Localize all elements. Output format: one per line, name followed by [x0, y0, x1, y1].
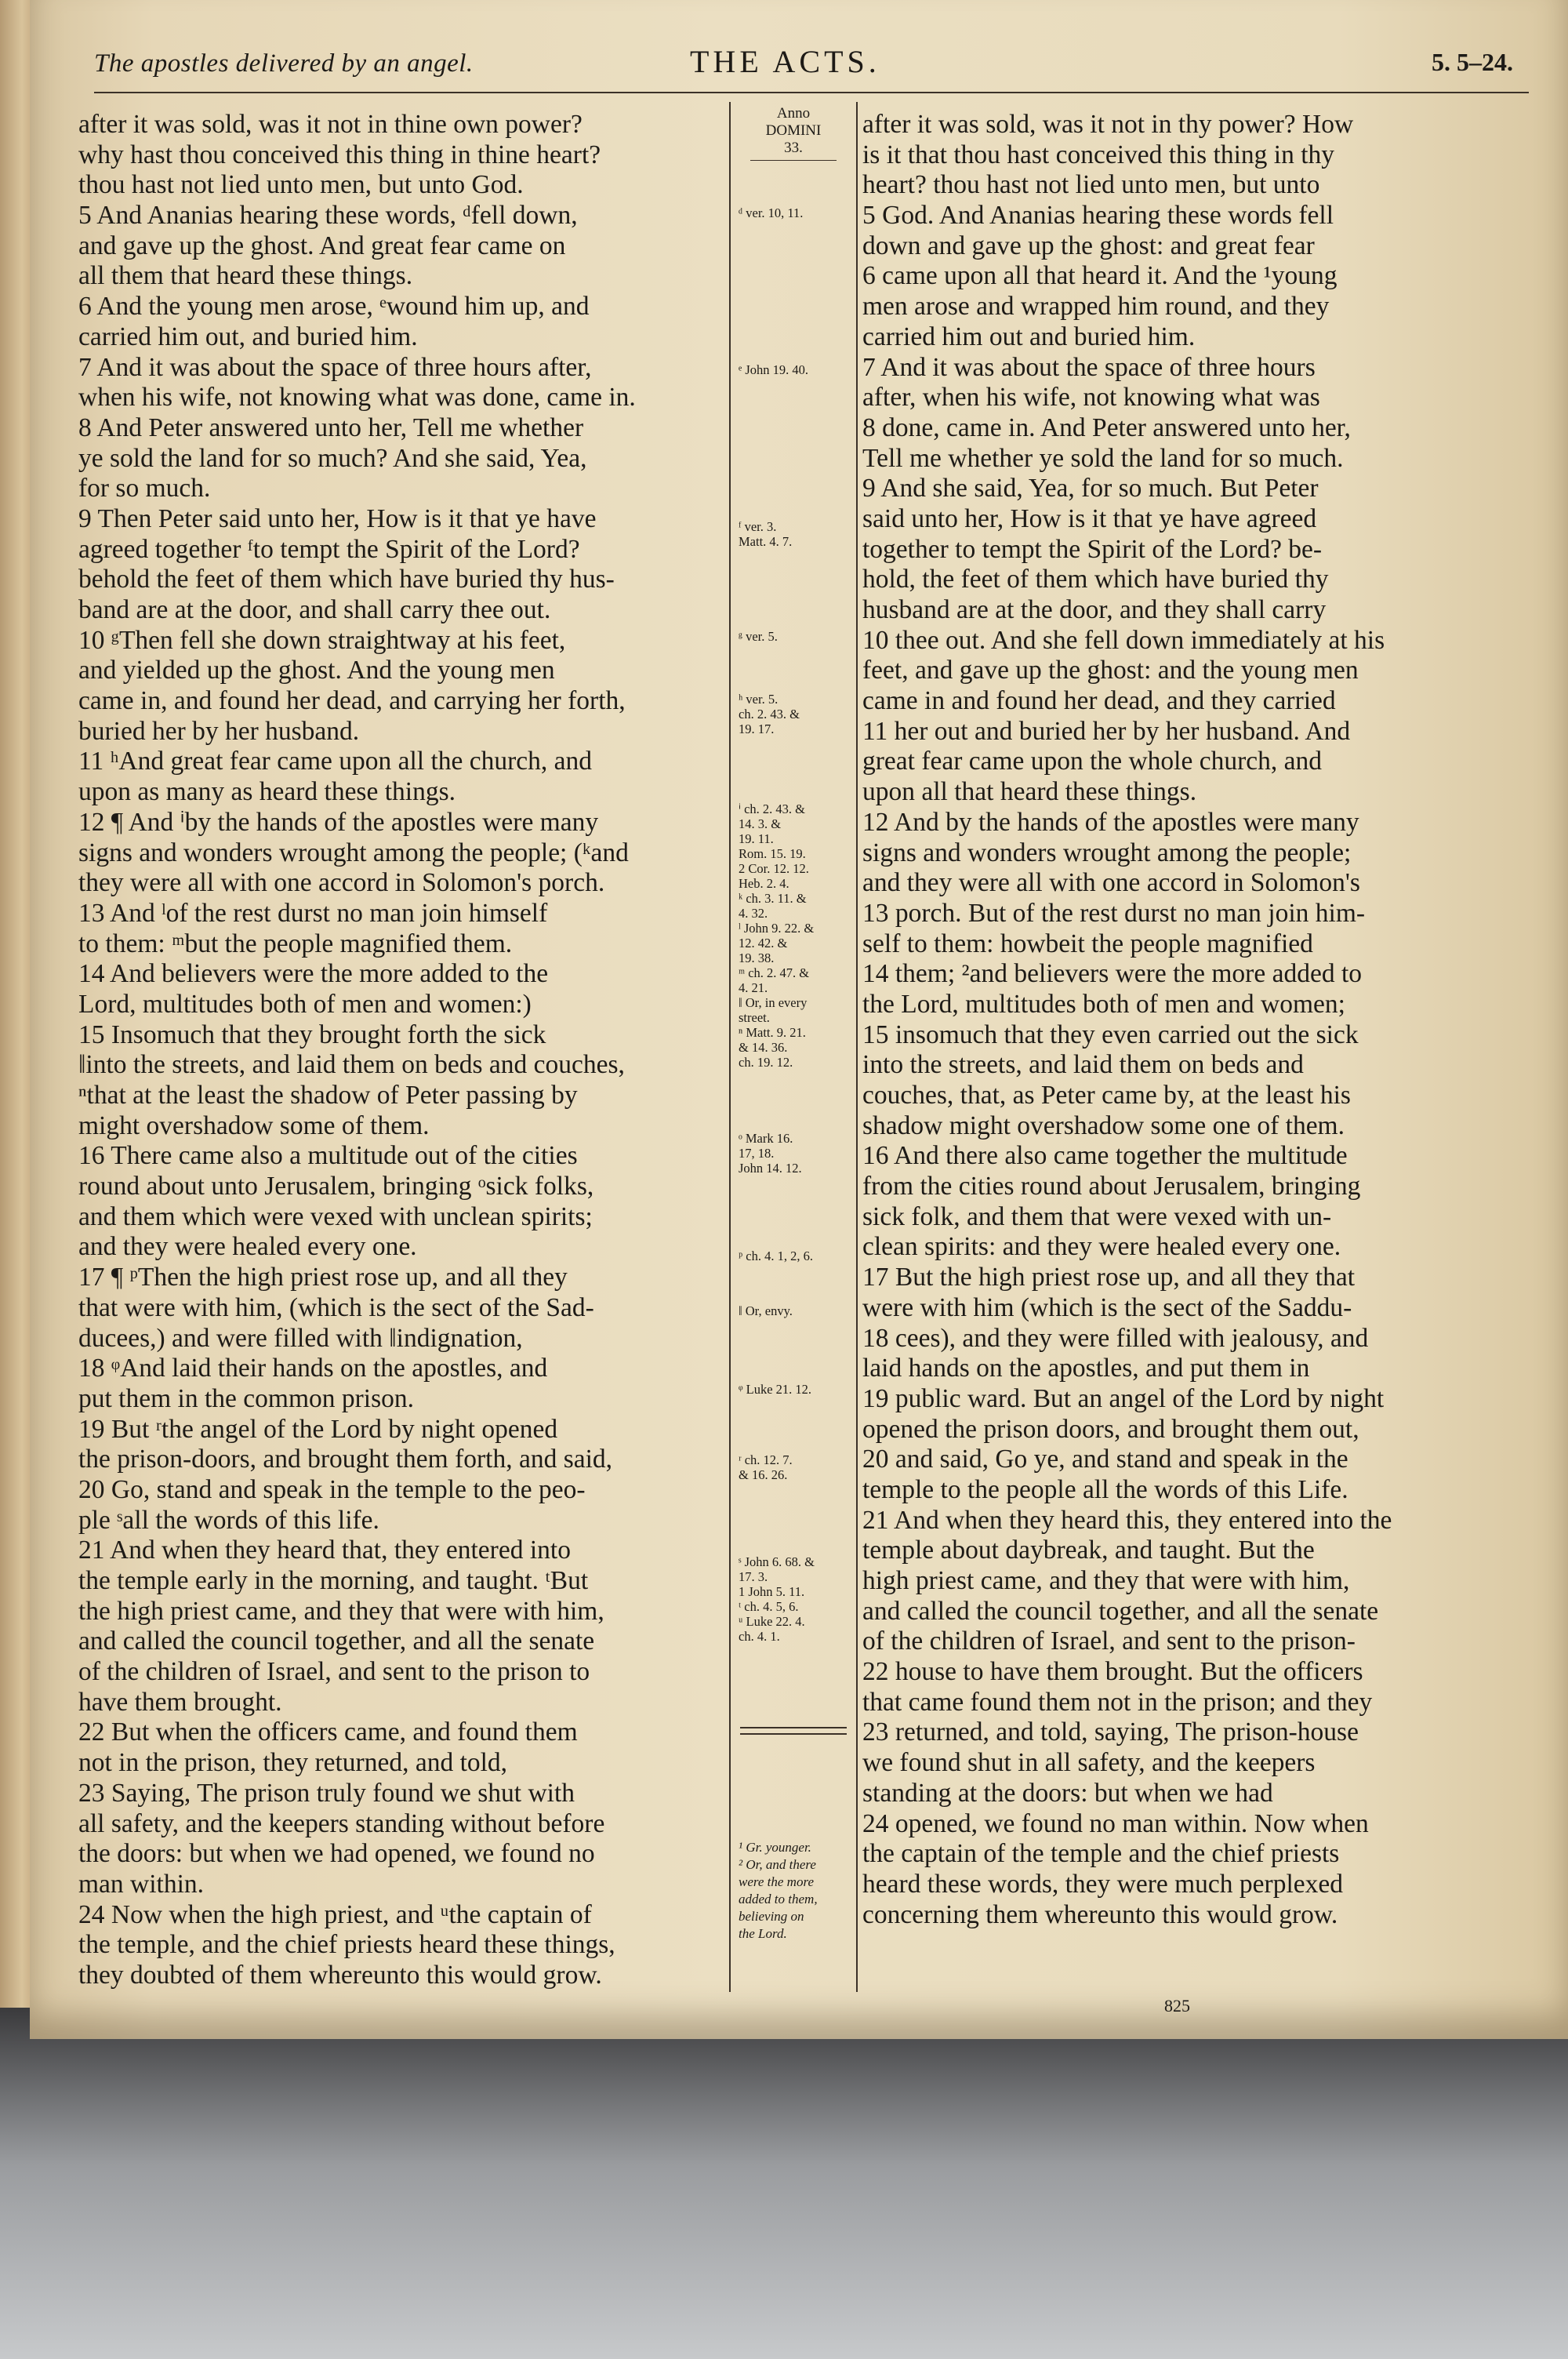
text-line: were with him (which is the sect of the Saddu- — [862, 1292, 1352, 1322]
text-line: and they were all with one accord in Solomon's — [862, 868, 1360, 898]
text-line: they were all with one accord in Solomon's porch. — [78, 868, 605, 898]
cross-reference — [739, 1382, 852, 1397]
text-line: 18 ᵠAnd laid their hands on the apostles, and — [78, 1354, 548, 1383]
text-line: heart? thou hast not lied unto men, but unto — [862, 170, 1320, 200]
cross-reference — [739, 362, 852, 377]
text-line: sick folk, and them that were vexed with un- — [862, 1201, 1332, 1231]
facing-page-edge — [0, 0, 31, 2008]
text-line: and them which were vexed with unclean spirits; — [78, 1201, 593, 1231]
text-line: 20 and said, Go ye, and stand and speak in the — [862, 1445, 1348, 1474]
text-line: 6 And the young men arose, ᵉwound him up, and — [78, 292, 590, 322]
revised-footnotes — [739, 1839, 852, 1943]
text-line: after it was sold, was it not in thy power? How — [862, 110, 1354, 139]
text-line: 18 cees), and they were filled with jealousy, and — [862, 1323, 1369, 1353]
cross-reference — [739, 1554, 852, 1644]
cross-reference — [739, 519, 852, 549]
footnote-line: ¹ Gr. younger. — [739, 1840, 811, 1855]
text-line: 10 thee out. And she fell down immediately at his — [862, 625, 1385, 655]
text-line: ⁿthat at the least the shadow of Peter passing by — [78, 1081, 578, 1110]
text-line: 7 And it was about the space of three hours — [862, 352, 1316, 382]
reference-line: 4. 21. — [739, 980, 768, 995]
text-line: 24 Now when the high priest, and ᵘthe captain of — [78, 1899, 592, 1929]
reference-line: Matt. 4. 7. — [739, 534, 793, 549]
text-line: ‖into the streets, and laid them on beds and couches, — [78, 1050, 625, 1080]
text-line: couches, that, as Peter came by, at the least his — [862, 1081, 1351, 1110]
text-line: of the children of Israel, and sent to the prison to — [78, 1657, 590, 1687]
text-line: 7 And it was about the space of three hours after, — [78, 352, 592, 382]
text-line: after it was sold, was it not in thine own power? — [78, 110, 583, 139]
reference-line: ʰ ver. 5. — [739, 692, 779, 707]
text-line: ye sold the land for so much? And she said, Yea, — [78, 443, 587, 473]
text-line: to them: ᵐbut the people magnified them. — [78, 929, 513, 958]
text-line: into the streets, and laid them on beds and — [862, 1050, 1304, 1080]
cross-reference — [739, 1249, 852, 1263]
footnote-line: the Lord. — [739, 1926, 787, 1941]
text-line: opened the prison doors, and brought them out, — [862, 1414, 1359, 1444]
text-line: 19 public ward. But an angel of the Lord by night — [862, 1383, 1385, 1413]
page-header — [94, 43, 1529, 90]
reference-line: John 14. 12. — [739, 1161, 802, 1176]
text-line: signs and wonders wrought among the people; — [862, 838, 1352, 867]
reference-line: Heb. 2. 4. — [739, 876, 789, 891]
text-line: 20 Go, stand and speak in the temple to the peo- — [78, 1474, 586, 1504]
anno-divider — [750, 160, 837, 161]
cross-reference — [739, 205, 852, 220]
text-line: band are at the door, and shall carry thee out. — [78, 595, 551, 624]
text-line: might overshadow some of them. — [78, 1110, 430, 1140]
text-line: 11 ʰAnd great fear came upon all the church, and — [78, 747, 593, 776]
text-line: they doubted of them whereunto this would grow. — [78, 1960, 602, 1990]
reference-line: ˢ John 6. 68. & — [739, 1554, 815, 1569]
text-line: man within. — [78, 1869, 205, 1899]
text-line: ducees,) and were filled with ‖indignation, — [78, 1323, 523, 1353]
text-line: the doors: but when we had opened, we found no — [78, 1839, 595, 1869]
text-line: when his wife, not knowing what was done, came in. — [78, 383, 636, 413]
reference-line: 19. 11. — [739, 831, 774, 846]
text-line: 12 And by the hands of the apostles were many — [862, 807, 1359, 837]
text-line: we found shut in all safety, and the keepers — [862, 1748, 1316, 1778]
text-line: 21 And when they heard that, they entered into — [78, 1536, 571, 1565]
text-line: 23 returned, and told, saying, The prison-house — [862, 1717, 1359, 1747]
text-line: 15 insomuch that they even carried out the sick — [862, 1020, 1359, 1049]
text-line: 6 came upon all that heard it. And the ¹young — [862, 261, 1338, 291]
text-line: came in and found her dead, and they carried — [862, 686, 1336, 716]
text-line: why hast thou conceived this thing in thine heart? — [78, 140, 601, 169]
footnote-line: were the more — [739, 1874, 814, 1889]
text-line: 22 But when the officers came, and found them — [78, 1717, 578, 1747]
text-line: the high priest came, and they that were with him, — [78, 1596, 604, 1626]
text-line: 12 ¶ And ⁱby the hands of the apostles were many — [78, 807, 599, 837]
text-line: put them in the common prison. — [78, 1383, 415, 1413]
text-line: of the children of Israel, and sent to the prison- — [862, 1627, 1356, 1656]
reference-line: ᵒ Mark 16. — [739, 1131, 793, 1146]
text-line: thou hast not lied unto men, but unto God. — [78, 170, 524, 200]
text-line: agreed together ᶠto tempt the Spirit of the Lord? — [78, 534, 580, 564]
reference-line: ᵖ ch. 4. 1, 2, 6. — [739, 1249, 813, 1263]
cross-reference — [739, 801, 852, 1070]
text-line: and they were healed every one. — [78, 1232, 417, 1262]
text-line: upon all that heard these things. — [862, 777, 1197, 807]
text-line: together to tempt the Spirit of the Lord? be- — [862, 534, 1323, 564]
anno-line: 33. — [784, 140, 803, 156]
text-line: all them that heard these things. — [78, 261, 413, 291]
reference-line: ᵈ ver. 10, 11. — [739, 205, 804, 220]
text-line: and yielded up the ghost. And the young men — [78, 656, 555, 685]
text-line: upon as many as heard these things. — [78, 777, 456, 807]
text-line: and called the council together, and all the senate — [862, 1596, 1379, 1626]
text-line: great fear came upon the whole church, and — [862, 747, 1322, 776]
page-number: 825 — [1164, 1996, 1190, 2016]
reference-line: ch. 2. 43. & — [739, 707, 800, 722]
text-line: is it that thou hast conceived this thing in thy — [862, 140, 1335, 169]
reference-line: & 14. 36. — [739, 1040, 788, 1055]
text-line: laid hands on the apostles, and put them in — [862, 1354, 1310, 1383]
reference-line: 17, 18. — [739, 1146, 775, 1161]
anno-domini-label — [731, 105, 856, 161]
text-line: for so much. — [78, 474, 211, 503]
reference-line: ‖ Or, envy. — [739, 1303, 793, 1318]
text-line: feet, and gave up the ghost: and the young men — [862, 656, 1359, 685]
text-line: 10 ᵍThen fell she down straightway at his feet, — [78, 625, 566, 655]
text-line: that were with him, (which is the sect of the Sad- — [78, 1292, 594, 1322]
reference-line: ᵍ ver. 5. — [739, 629, 778, 644]
reference-line: 19. 17. — [739, 722, 775, 736]
text-line: the temple, and the chief priests heard these things, — [78, 1930, 615, 1960]
reference-line: 4. 32. — [739, 906, 768, 921]
text-line: and called the council together, and all the senate — [78, 1627, 595, 1656]
text-line: Lord, multitudes both of men and women:) — [78, 989, 532, 1019]
text-line: buried her by her husband. — [78, 716, 360, 746]
reference-line: 19. 38. — [739, 951, 775, 965]
text-line: 13 porch. But of the rest durst no man join him- — [862, 898, 1366, 928]
text-line: after, when his wife, not knowing what was — [862, 383, 1320, 413]
header-book-title: THE ACTS. — [690, 44, 880, 79]
revised-version-column — [862, 110, 1525, 1930]
text-line: 9 Then Peter said unto her, How is it that ye have — [78, 503, 597, 533]
text-line: high priest came, and they that were with him, — [862, 1566, 1350, 1595]
margin-divider — [740, 1727, 847, 1728]
reference-line: 14. 3. & — [739, 816, 782, 831]
text-line: temple to the people all the words of this Life. — [862, 1474, 1348, 1504]
reference-line: 12. 42. & — [739, 936, 788, 951]
cross-reference — [739, 692, 852, 736]
reference-line: ᵉ John 19. 40. — [739, 362, 809, 377]
center-reference-column — [729, 102, 858, 1992]
reference-line: ᵏ ch. 3. 11. & — [739, 891, 807, 906]
text-line: shadow might overshadow some one of them. — [862, 1110, 1345, 1140]
text-line: the prison-doors, and brought them forth, and said, — [78, 1445, 613, 1474]
text-line: round about unto Jerusalem, bringing ᵒsick folks, — [78, 1172, 594, 1201]
reference-line: Rom. 15. 19. — [739, 846, 806, 861]
text-line: signs and wonders wrought among the people; (ᵏand — [78, 838, 629, 867]
text-line: 13 And ˡof the rest durst no man join himself — [78, 898, 548, 928]
text-line: 8 done, came in. And Peter answered unto her, — [862, 413, 1351, 442]
text-line: 16 And there also came together the multitude — [862, 1141, 1348, 1171]
text-line: carried him out and buried him. — [862, 322, 1196, 351]
text-line: temple about daybreak, and taught. But the — [862, 1536, 1315, 1565]
authorized-version-column — [78, 110, 721, 1991]
text-line: heard these words, they were much perplexed — [862, 1869, 1343, 1899]
reference-line: ‖ Or, in every — [739, 995, 808, 1010]
text-line: 24 opened, we found no man within. Now when — [862, 1808, 1369, 1838]
text-line: came in, and found her dead, and carrying her forth, — [78, 686, 626, 716]
text-line: ple ˢall the words of this life. — [78, 1505, 379, 1535]
text-line: that came found them not in the prison; and they — [862, 1687, 1373, 1717]
text-line: said unto her, How is it that ye have agreed — [862, 503, 1317, 533]
text-line: the Lord, multitudes both of men and women; — [862, 989, 1345, 1019]
cross-reference — [739, 1131, 852, 1176]
text-line: 14 them; ²and believers were the more added to — [862, 959, 1363, 989]
footnote-line: added to them, — [739, 1892, 818, 1906]
header-chapter-range: 5. 5–24. — [1432, 48, 1513, 76]
text-line: the temple early in the morning, and taught. ᵗBut — [78, 1566, 589, 1595]
margin-divider — [740, 1733, 847, 1735]
text-line: 8 And Peter answered unto her, Tell me whether — [78, 413, 584, 442]
text-line: all safety, and the keepers standing without before — [78, 1808, 605, 1838]
reference-line: 1 John 5. 11. — [739, 1584, 805, 1599]
reference-line: ⁿ Matt. 9. 21. — [739, 1025, 806, 1040]
text-line: standing at the doors: but when we had — [862, 1778, 1273, 1808]
text-line: 14 And believers were the more added to the — [78, 959, 549, 989]
reference-line: ch. 4. 1. — [739, 1629, 780, 1644]
anno-line: DOMINI — [765, 122, 822, 139]
text-line: concerning them whereunto this would grow. — [862, 1899, 1338, 1929]
reference-line: ᵐ ch. 2. 47. & — [739, 965, 810, 980]
text-line: 21 And when they heard this, they entered into the — [862, 1505, 1392, 1535]
reference-line: & 16. 26. — [739, 1467, 788, 1482]
reference-line: 2 Cor. 12. 12. — [739, 861, 809, 876]
text-line: down and gave up the ghost: and great fear — [862, 231, 1315, 260]
text-line: and gave up the ghost. And great fear came on — [78, 231, 566, 260]
reference-line: street. — [739, 1010, 770, 1025]
reference-line: ˡ John 9. 22. & — [739, 921, 815, 936]
text-line: men arose and wrapped him round, and they — [862, 292, 1330, 322]
text-line: 17 But the high priest rose up, and all they that — [862, 1263, 1356, 1292]
text-line: hold, the feet of them which have buried thy — [862, 565, 1329, 594]
text-line: clean spirits: and they were healed every one. — [862, 1232, 1341, 1262]
text-line: carried him out, and buried him. — [78, 322, 418, 351]
footnote-line: ² Or, and there — [739, 1857, 816, 1872]
text-line: 5 God. And Ananias hearing these words fell — [862, 201, 1334, 231]
reference-line: ᵗ ch. 4. 5, 6. — [739, 1599, 799, 1614]
reference-line: ᵘ Luke 22. 4. — [739, 1614, 805, 1629]
text-line: 15 Insomuch that they brought forth the sick — [78, 1020, 546, 1049]
footnote-line: believing on — [739, 1909, 804, 1924]
text-line: 16 There came also a multitude out of the cities — [78, 1141, 578, 1171]
text-line: Tell me whether ye sold the land for so much. — [862, 443, 1344, 473]
text-line: husband are at the door, and they shall carry — [862, 595, 1327, 624]
text-line: from the cities round about Jerusalem, bringing — [862, 1172, 1361, 1201]
text-line: the captain of the temple and the chief priests — [862, 1839, 1340, 1869]
cross-reference — [739, 629, 852, 644]
text-line: self to them: howbeit the people magnified — [862, 929, 1313, 958]
text-line: 11 her out and buried her by her husband. And — [862, 716, 1351, 746]
header-left-title: The apostles delivered by an angel. — [94, 49, 474, 78]
text-line: 22 house to have them brought. But the officers — [862, 1657, 1363, 1687]
text-line: 23 Saying, The prison truly found we shut with — [78, 1778, 575, 1808]
text-line: have them brought. — [78, 1687, 282, 1717]
book-edge — [0, 2008, 1568, 2359]
reference-line: ᶠ ver. 3. — [739, 519, 777, 534]
text-line: not in the prison, they returned, and told, — [78, 1748, 508, 1778]
reference-line: ᵠ Luke 21. 12. — [739, 1382, 812, 1397]
header-divider — [94, 92, 1529, 93]
anno-line: Anno — [776, 105, 811, 122]
reference-line: ʳ ch. 12. 7. — [739, 1452, 793, 1467]
text-line: 9 And she said, Yea, for so much. But Peter — [862, 474, 1319, 503]
text-line: 5 And Ananias hearing these words, ᵈfell down, — [78, 201, 578, 231]
text-line: 17 ¶ ᵖThen the high priest rose up, and all they — [78, 1263, 568, 1292]
text-line: 19 But ʳthe angel of the Lord by night opened — [78, 1414, 558, 1444]
cross-reference — [739, 1452, 852, 1482]
text-line: behold the feet of them which have buried thy hus- — [78, 565, 615, 594]
reference-line: ⁱ ch. 2. 43. & — [739, 801, 805, 816]
reference-line: ch. 19. 12. — [739, 1055, 793, 1070]
cross-reference — [739, 1303, 852, 1318]
reference-line: 17. 3. — [739, 1569, 768, 1584]
